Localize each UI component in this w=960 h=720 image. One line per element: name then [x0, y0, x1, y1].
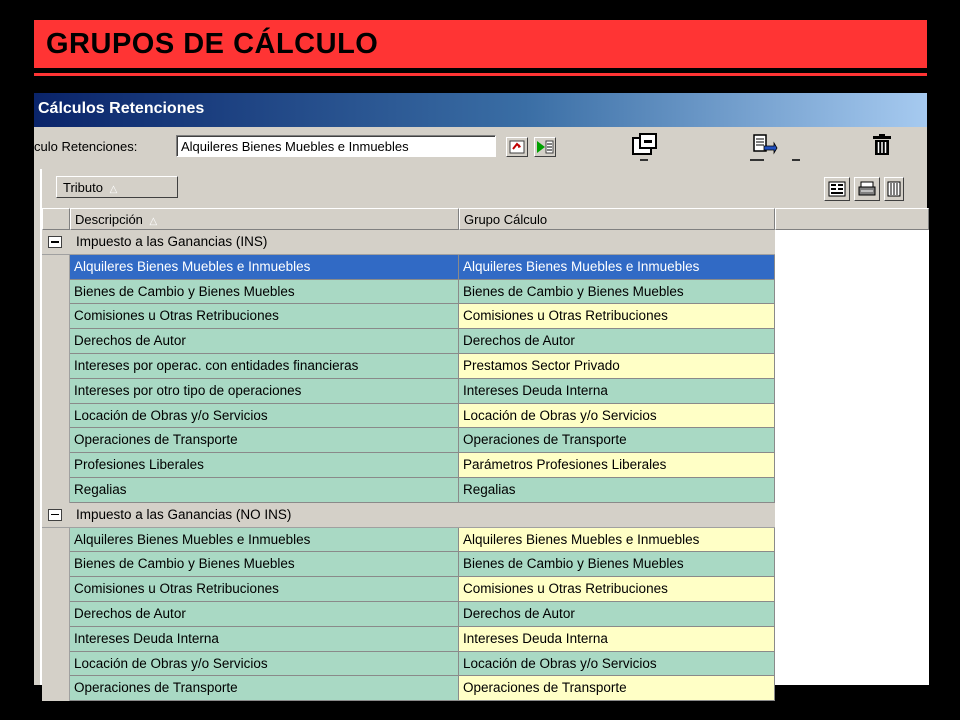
row-indent	[42, 354, 70, 379]
cell-grupo-calculo[interactable]: Comisiones u Otras Retribuciones	[459, 577, 775, 602]
cell-descripcion[interactable]: Profesiones Liberales	[70, 453, 459, 478]
grid-header	[42, 208, 929, 230]
cell-descripcion[interactable]: Locación de Obras y/o Servicios	[70, 652, 459, 677]
open-button-caption-mark	[640, 159, 648, 161]
cell-descripcion[interactable]: Regalias	[70, 478, 459, 503]
columns-button[interactable]	[824, 177, 850, 201]
open-folder-icon	[630, 132, 660, 158]
cell-descripcion[interactable]: Comisiones u Otras Retribuciones	[70, 304, 459, 329]
cell-descripcion[interactable]: Intereses por otro tipo de operaciones	[70, 379, 459, 404]
import-button-caption-mark	[750, 159, 764, 161]
group-row[interactable]	[42, 503, 775, 528]
trash-icon	[869, 133, 895, 157]
table-row[interactable]	[70, 428, 775, 453]
row-indent	[42, 428, 70, 453]
cell-descripcion[interactable]: Bienes de Cambio y Bienes Muebles	[70, 280, 459, 305]
cell-grupo-calculo[interactable]: Derechos de Autor	[459, 602, 775, 627]
table-row[interactable]	[70, 652, 775, 677]
column-header-grupo[interactable]	[459, 208, 775, 230]
grid-panel	[40, 169, 927, 696]
row-indent	[42, 478, 70, 503]
row-indent	[42, 528, 70, 553]
table-row[interactable]	[70, 627, 775, 652]
cell-descripcion[interactable]: Derechos de Autor	[70, 329, 459, 354]
toolbar	[34, 127, 927, 167]
row-indent	[42, 552, 70, 577]
cell-grupo-calculo[interactable]: Parámetros Profesiones Liberales	[459, 453, 775, 478]
group-by-tributo[interactable]	[56, 176, 178, 198]
row-indent	[42, 304, 70, 329]
export-button[interactable]	[884, 177, 904, 201]
column-header-descripcion-label: Descripción	[75, 212, 143, 227]
header-spacer	[42, 208, 70, 230]
columns-icon	[828, 181, 846, 197]
header-filler	[775, 208, 929, 230]
cell-grupo-calculo[interactable]: Prestamos Sector Privado	[459, 354, 775, 379]
table-row[interactable]	[70, 528, 775, 553]
cell-grupo-calculo[interactable]: Intereses Deuda Interna	[459, 379, 775, 404]
banner-underline	[34, 73, 927, 76]
table-row[interactable]	[70, 478, 775, 503]
cell-grupo-calculo[interactable]: Derechos de Autor	[459, 329, 775, 354]
group-label: Impuesto a las Ganancias (INS)	[76, 234, 268, 249]
table-row[interactable]	[70, 552, 775, 577]
retenciones-label: culo Retenciones:	[34, 139, 138, 154]
cell-descripcion[interactable]: Intereses por operac. con entidades financieras	[70, 354, 459, 379]
collapse-icon[interactable]	[48, 236, 62, 248]
cell-descripcion[interactable]: Intereses Deuda Interna	[70, 627, 459, 652]
window-titlebar	[34, 93, 927, 127]
slide-title: GRUPOS DE CÁLCULO	[46, 28, 379, 60]
grid-body	[42, 230, 929, 696]
cell-descripcion[interactable]: Operaciones de Transporte	[70, 676, 459, 701]
row-indent	[42, 676, 70, 701]
cell-grupo-calculo[interactable]: Bienes de Cambio y Bienes Muebles	[459, 280, 775, 305]
cell-grupo-calculo[interactable]: Intereses Deuda Interna	[459, 627, 775, 652]
sort-asc-icon: △	[149, 216, 158, 227]
cell-descripcion[interactable]: Alquileres Bienes Muebles e Inmuebles	[70, 528, 459, 553]
delete-button[interactable]	[866, 131, 898, 159]
app-window	[34, 93, 927, 696]
row-indent	[42, 280, 70, 305]
table-row[interactable]	[70, 676, 775, 701]
table-row[interactable]	[70, 577, 775, 602]
cell-descripcion[interactable]: Operaciones de Transporte	[70, 428, 459, 453]
export-icon	[887, 181, 901, 197]
column-header-grupo-label: Grupo Cálculo	[464, 212, 548, 227]
slide-banner	[34, 20, 927, 71]
row-indent	[42, 379, 70, 404]
cell-descripcion[interactable]: Derechos de Autor	[70, 602, 459, 627]
import-button-caption-mark-2	[792, 159, 800, 161]
group-label: Impuesto a las Ganancias (NO INS)	[76, 506, 292, 522]
grid-empty-area	[775, 230, 929, 685]
refresh-button[interactable]	[506, 137, 528, 157]
row-indent	[42, 404, 70, 429]
sort-asc-icon: △	[109, 184, 118, 195]
cell-grupo-calculo[interactable]: Alquileres Bienes Muebles e Inmuebles	[459, 528, 775, 553]
row-indent	[42, 652, 70, 677]
row-indent	[42, 602, 70, 627]
row-indent	[42, 255, 70, 280]
cell-grupo-calculo[interactable]: Operaciones de Transporte	[459, 676, 775, 701]
row-indent	[42, 329, 70, 354]
row-indent	[42, 627, 70, 652]
cell-grupo-calculo[interactable]: Locación de Obras y/o Servicios	[459, 652, 775, 677]
cell-descripcion[interactable]: Locación de Obras y/o Servicios	[70, 404, 459, 429]
import-icon	[746, 132, 778, 158]
print-icon	[858, 181, 876, 197]
row-indent	[42, 453, 70, 478]
collapse-icon[interactable]	[48, 509, 62, 521]
run-icon	[536, 140, 554, 154]
cell-grupo-calculo[interactable]: Regalias	[459, 478, 775, 503]
window-title: Cálculos Retenciones	[38, 100, 205, 117]
table-row[interactable]	[70, 329, 775, 354]
table-row[interactable]	[70, 453, 775, 478]
print-button[interactable]	[854, 177, 880, 201]
cell-grupo-calculo[interactable]: Locación de Obras y/o Servicios	[459, 404, 775, 429]
table-row[interactable]	[70, 280, 775, 305]
cell-descripcion[interactable]: Comisiones u Otras Retribuciones	[70, 577, 459, 602]
retenciones-combo[interactable]: Alquileres Bienes Muebles e Inmuebles	[176, 135, 496, 157]
table-row[interactable]	[70, 354, 775, 379]
table-row[interactable]	[70, 602, 775, 627]
cell-descripcion[interactable]: Bienes de Cambio y Bienes Muebles	[70, 552, 459, 577]
table-row[interactable]	[70, 379, 775, 404]
cell-grupo-calculo[interactable]: Comisiones u Otras Retribuciones	[459, 304, 775, 329]
column-header-descripcion[interactable]	[70, 208, 459, 230]
refresh-icon	[509, 140, 525, 154]
group-row[interactable]	[42, 230, 775, 255]
cell-grupo-calculo[interactable]: Alquileres Bienes Muebles e Inmuebles	[459, 255, 775, 280]
group-by-label: Tributo	[63, 180, 103, 195]
open-button[interactable]	[629, 131, 661, 159]
cell-descripcion[interactable]: Alquileres Bienes Muebles e Inmuebles	[70, 255, 459, 280]
cell-grupo-calculo[interactable]: Operaciones de Transporte	[459, 428, 775, 453]
run-button[interactable]	[534, 137, 556, 157]
row-indent	[42, 577, 70, 602]
table-row[interactable]	[70, 404, 775, 429]
import-button[interactable]	[746, 131, 778, 159]
table-row[interactable]	[70, 255, 775, 280]
cell-grupo-calculo[interactable]: Bienes de Cambio y Bienes Muebles	[459, 552, 775, 577]
table-row[interactable]	[70, 304, 775, 329]
